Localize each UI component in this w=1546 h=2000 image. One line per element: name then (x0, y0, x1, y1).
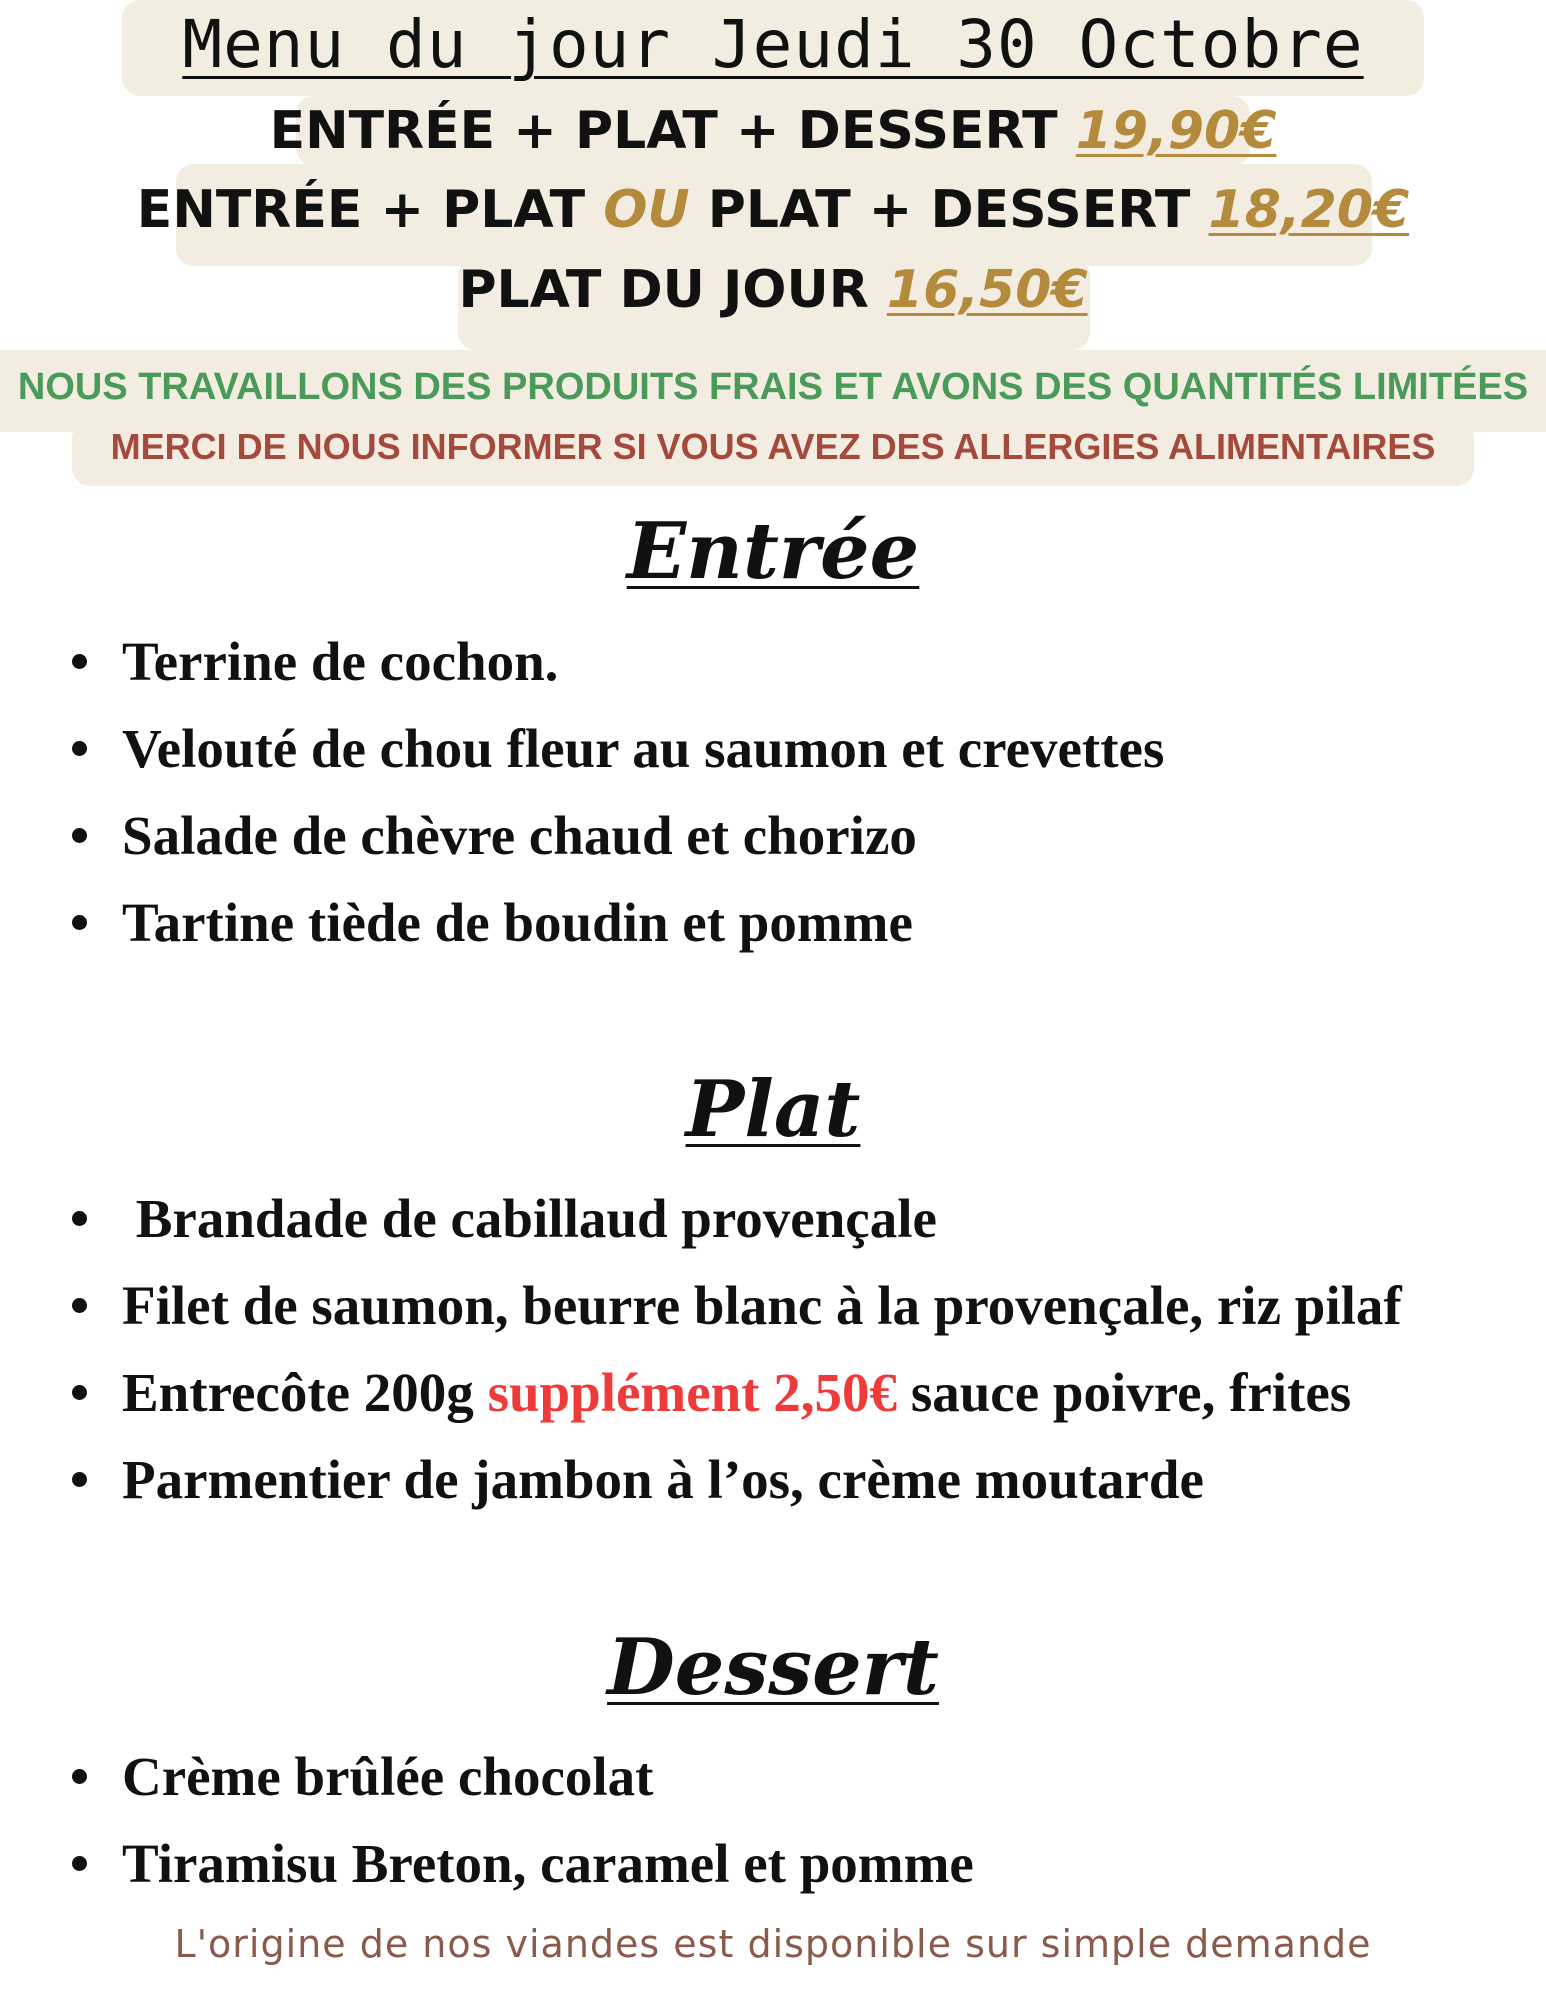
bullet-icon (72, 915, 87, 930)
plat-item-before: Entrecôte 200g (122, 1362, 488, 1423)
bullet-icon (72, 741, 87, 756)
bullet-icon (72, 1769, 87, 1784)
bullet-icon (72, 828, 87, 843)
formula-full-price: 19,90€ (1075, 101, 1277, 161)
plat-item-after: sauce poivre, frites (897, 1362, 1352, 1423)
list-item (122, 1175, 1402, 1262)
formula-partial (0, 180, 1546, 240)
entree-item-text: Velouté de chou fleur au saumon et crevettes (122, 718, 1165, 779)
dessert-item-text: Tiramisu Breton, caramel et pomme (122, 1833, 974, 1894)
formula-partial-or: OU (603, 180, 690, 240)
bullet-icon (72, 1298, 87, 1313)
formula-full (0, 101, 1546, 161)
list-item (122, 1349, 1402, 1436)
list-item (122, 705, 1164, 792)
dessert-list (0, 1733, 974, 1907)
formula-partial-label-a: ENTRÉE + PLAT (136, 180, 586, 240)
fresh-products-notice: NOUS TRAVAILLONS DES PRODUITS FRAIS ET AVONS DES QUANTITÉS LIMITÉES (17, 366, 1529, 408)
section-title-plat: Plat (685, 1064, 861, 1155)
entree-list (0, 618, 1164, 966)
plat-item-text: Brandade de cabillaud provençale (122, 1188, 937, 1249)
formula-partial-price: 18,20€ (1208, 180, 1410, 240)
list-item (122, 1820, 974, 1907)
list-item (122, 1733, 974, 1820)
footer-note: L'origine de nos viandes est disponible sur simple demande (174, 1922, 1372, 1966)
plat-list (0, 1175, 1402, 1523)
list-item (122, 1262, 1402, 1349)
plat-item-text: Parmentier de jambon à l’os, crème moutarde (122, 1449, 1204, 1510)
section-title-dessert: Dessert (607, 1622, 939, 1713)
bullet-icon (72, 1211, 87, 1226)
list-item (122, 618, 1164, 705)
formula-partial-label-b: PLAT + DESSERT (707, 180, 1191, 240)
entree-item-text: Salade de chèvre chaud et chorizo (122, 805, 917, 866)
bullet-icon (72, 1385, 87, 1400)
list-item (122, 879, 1164, 966)
entree-item-text: Tartine tiède de boudin et pomme (122, 892, 913, 953)
plat-item-text: Filet de saumon, beurre blanc à la provençale, riz pilaf (122, 1275, 1402, 1336)
section-title-entree: Entrée (626, 506, 920, 597)
allergy-notice: MERCI DE NOUS INFORMER SI VOUS AVEZ DES ALLERGIES ALIMENTAIRES (110, 426, 1436, 467)
formula-full-label: ENTRÉE + PLAT + DESSERT (269, 101, 1058, 161)
bullet-icon (72, 1856, 87, 1871)
dessert-item-text: Crème brûlée chocolat (122, 1746, 654, 1807)
plat-du-jour-price: 16,50€ (886, 260, 1088, 320)
bullet-icon (72, 654, 87, 669)
bullet-icon (72, 1472, 87, 1487)
plat-du-jour-label: PLAT DU JOUR (458, 260, 869, 320)
list-item (122, 792, 1164, 879)
list-item (122, 1436, 1402, 1523)
page-title: Menu du jour Jeudi 30 Octobre (182, 6, 1364, 83)
entree-item-text: Terrine de cochon. (122, 631, 559, 692)
supplement-text: supplément 2,50€ (487, 1362, 898, 1423)
formula-plat-du-jour (0, 260, 1546, 320)
